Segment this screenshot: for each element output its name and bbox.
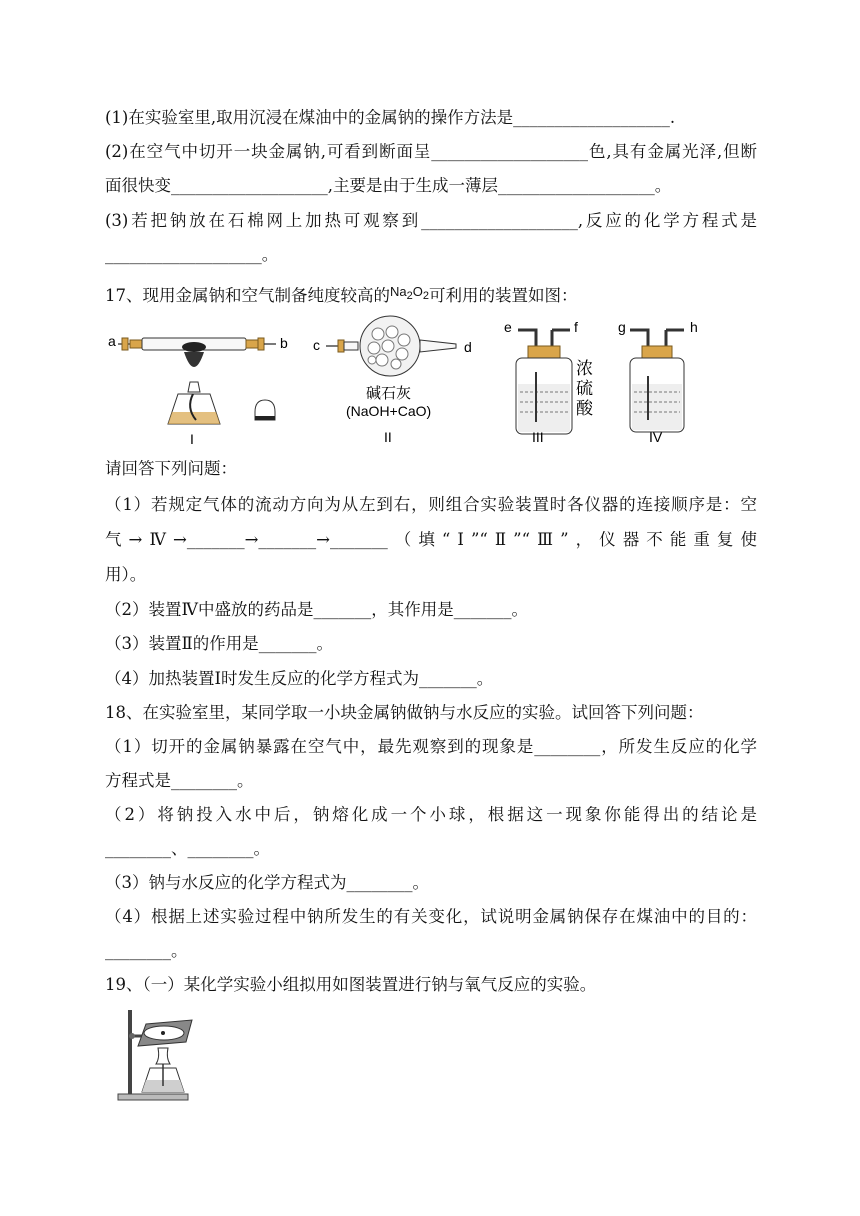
- q17-stem-prefix: 17、现用金属钠和空气制备纯度较高的: [105, 286, 390, 305]
- q18-sub2-line2: ________、________。: [105, 839, 270, 858]
- soda-lime-formula: (NaOH+CaO): [346, 403, 432, 419]
- q16-part1: (1)在实验室里,取用沉浸在煤油中的金属钠的操作方法是___________________.: [105, 108, 676, 127]
- na2o2-formula: Na2O2: [390, 284, 429, 302]
- port-f-label: f: [574, 319, 578, 335]
- reagent-char-3: 酸: [576, 399, 593, 418]
- apparatus-I-label: I: [190, 431, 194, 447]
- q17-sub4: （4）加热装置Ⅰ时发生反应的化学方程式为_______。: [105, 669, 494, 688]
- apparatus-IV-label: IV: [649, 429, 663, 445]
- q18-sub4-line2: ________。: [105, 941, 188, 960]
- port-b-label: b: [280, 335, 288, 351]
- q16-part3-line2: ___________________。: [105, 245, 279, 264]
- q16-part3-line1: (3)若把钠放在石棉网上加热可观察到___________________,反应的化学方程式是: [105, 211, 757, 230]
- apparatus-III-label: III: [532, 429, 544, 445]
- apparatus-IV: [618, 319, 698, 445]
- q17-sub1-line3: 用）。: [105, 565, 147, 584]
- q18-sub4-line1: （4）根据上述实验过程中钠所发生的有关变化，试说明金属钠保存在煤油中的目的：: [105, 907, 757, 926]
- apparatus-III: [504, 319, 594, 445]
- port-c-label: c: [313, 337, 320, 353]
- q17-stem-suffix: 可利用的装置如图：: [429, 286, 578, 305]
- apparatus-II: [313, 316, 472, 445]
- q17-prompt: 请回答下列问题：: [105, 459, 237, 478]
- reagent-char-2: 硫: [576, 379, 593, 398]
- q17-sub1-line2: 气→Ⅳ→_______→_______→_______（填“Ⅰ”“Ⅱ”“Ⅲ”，仪器不能重复使: [105, 530, 757, 549]
- q18-sub3: （3）钠与水反应的化学方程式为________。: [105, 873, 429, 892]
- q17-sub1-line1: （1）若规定气体的流动方向为从左到右，则组合实验装置时各仪器的连接顺序是：空: [105, 495, 757, 514]
- q18-sub1-line2: 方程式是________。: [105, 771, 254, 790]
- port-g-label: g: [618, 319, 626, 335]
- port-a-label: a: [108, 333, 116, 349]
- port-d-label: d: [464, 339, 472, 355]
- q17-sub3: （3）装置Ⅱ的作用是_______。: [105, 634, 333, 653]
- q17-stem: [105, 282, 757, 306]
- apparatus-II-label: II: [384, 429, 392, 445]
- apparatus-figure: [100, 312, 720, 452]
- soda-lime-label: 碱石灰: [366, 385, 412, 402]
- reagent-char-1: 浓: [576, 359, 593, 378]
- q17-sub2: （2）装置Ⅳ中盛放的药品是_______，其作用是_______。: [105, 600, 528, 619]
- port-h-label: h: [690, 319, 698, 335]
- q16-part2-line2: 面很快变___________________,主要是由于生成一薄层___________________。: [105, 176, 672, 195]
- port-e-label: e: [504, 319, 512, 335]
- q19-stem: 19、（一）某化学实验小组拟用如图装置进行钠与氧气反应的实验。: [105, 975, 597, 994]
- q18-sub1-line1: （1）切开的金属钠暴露在空气中，最先观察到的现象是________，所发生反应的化学: [105, 737, 757, 756]
- q18-stem: 18、在实验室里，某同学取一小块金属钠做钠与水反应的实验。试回答下列问题：: [105, 703, 704, 722]
- apparatus-I: [108, 333, 288, 447]
- q16-part2-line1: (2)在空气中切开一块金属钠,可看到断面呈___________________色,具有金属光泽,但断: [105, 142, 757, 161]
- heating-apparatus-figure: [110, 1008, 196, 1106]
- q18-sub2-line1: （2）将钠投入水中后，钠熔化成一个小球，根据这一现象你能得出的结论是: [105, 805, 757, 824]
